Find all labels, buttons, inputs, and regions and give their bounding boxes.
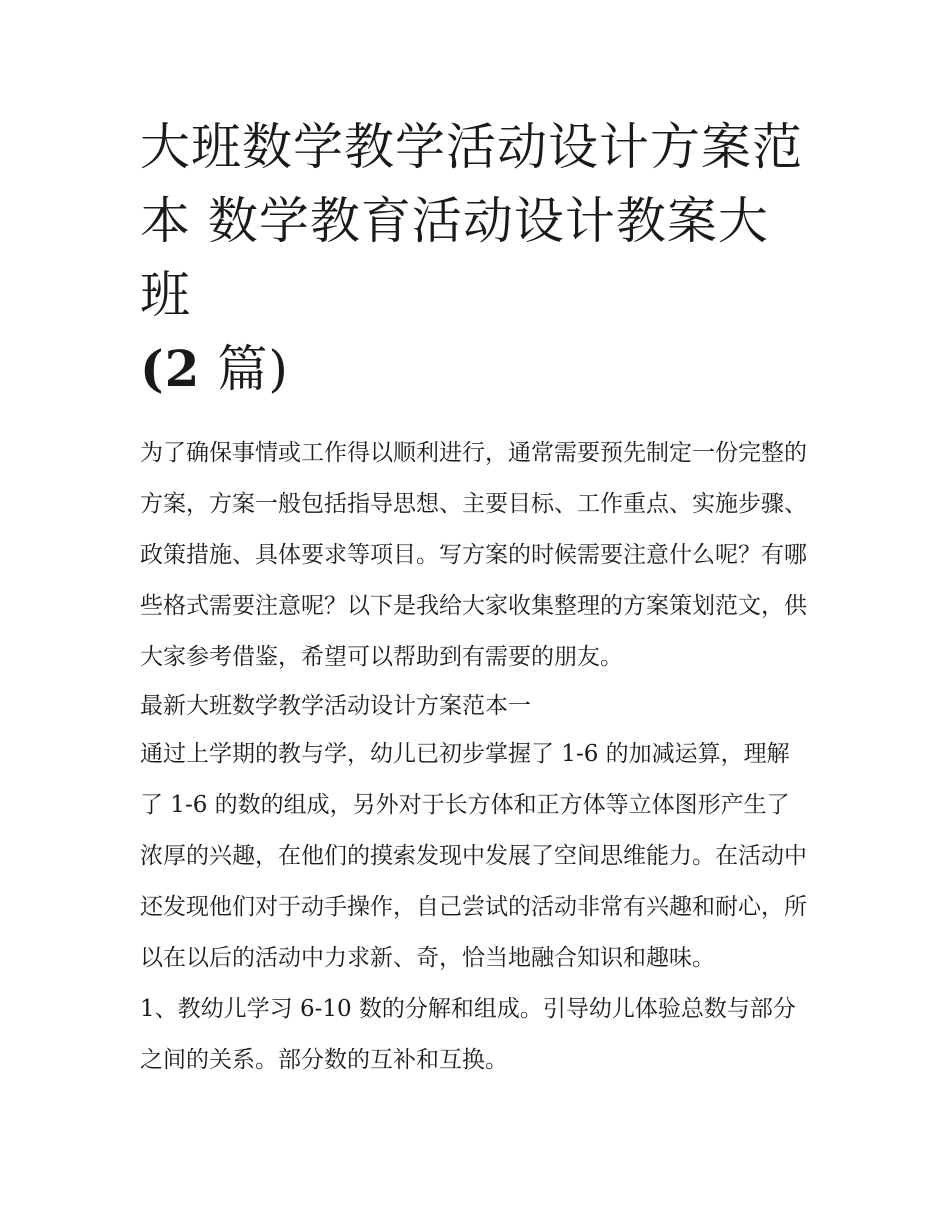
title-line-2: 本 数学教育活动设计教案大班: [140, 192, 769, 324]
title-count-suffix: 篇): [200, 340, 289, 398]
document-title: [140, 110, 812, 406]
list-item-1: 1、教幼儿学习 6-10 数的分解和组成。引导幼儿体验总数与部分之间的关系。部分数的互补和互换。: [140, 996, 796, 1073]
intro-paragraph: 为了确保事情或工作得以顺利进行，通常需要预先制定一份完整的方案，方案一般包括指导思想、主要目标、工作重点、实施步骤、政策措施、具体要求等项目。写方案的时候需要注意什么呢？有哪些格式需要注意呢？以下是我给大家收集整理的方案策划范文，供大家参考借鉴，希望可以帮助到有需要的朋友。: [140, 440, 807, 670]
body-paragraph: 通过上学期的教与学，幼儿已初步掌握了 1-6 的加减运算，理解了 1-6 的数的组成，另外对于长方体和正方体等立体图形产生了浓厚的兴趣，在他们的摸索发现中发展了空间思维能力。在活动中还发现他们对于动手操作，自己尝试的活动非常有兴趣和耐心，所以在以后的活动中力求新、奇，恰当地融合知识和趣味。: [140, 741, 807, 971]
section-heading: 最新大班数学教学活动设计方案范本一: [140, 693, 531, 719]
title-line-1: 大班数学教学活动设计方案范: [140, 118, 803, 176]
title-count-number: (2: [140, 339, 201, 398]
document-page: [140, 110, 812, 1086]
